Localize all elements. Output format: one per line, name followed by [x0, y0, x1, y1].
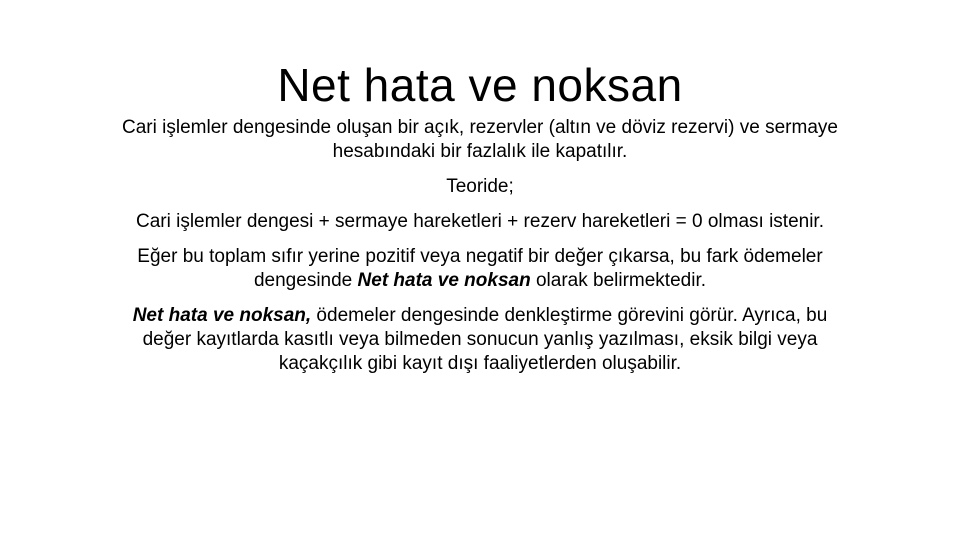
slide-title: Net hata ve noksan — [277, 59, 683, 111]
paragraph-theory-label: Teoride; — [446, 176, 514, 197]
paragraph-explanation — [120, 304, 840, 376]
paragraph-difference-text-end: olarak belirmektedir. — [530, 270, 706, 291]
paragraph-equation: Cari işlemler dengesi + sermaye hareketleri + rezerv hareketleri = 0 olması istenir. — [136, 211, 824, 232]
paragraph-current-account: Cari işlemler dengesinde oluşan bir açık, rezervler (altın ve döviz rezervi) ve sermaye hesabındaki bir fazlalık ile kapatılır. — [122, 117, 838, 162]
slide-body — [120, 116, 840, 376]
paragraph-difference-text-start: Eğer bu toplam sıfır yerine pozitif veya negatif bir değer çıkarsa, bu fark ödemeler dengesinde — [137, 246, 823, 291]
paragraph-explanation-text: ödemeler dengesinde denkleştirme görevini görür. Ayrıca, bu değer kayıtlarda kasıtlı veya bilmeden sonucun yanlış yazılması, eksik bilgi veya kaçakçılık gibi kayıt dışı faaliyetlerden oluşabilir. — [142, 305, 828, 374]
paragraph-difference — [120, 245, 840, 293]
net-errors-omissions-emphasis: Net hata ve noksan — [357, 270, 531, 291]
net-errors-omissions-heading: Net hata ve noksan, — [132, 305, 312, 326]
